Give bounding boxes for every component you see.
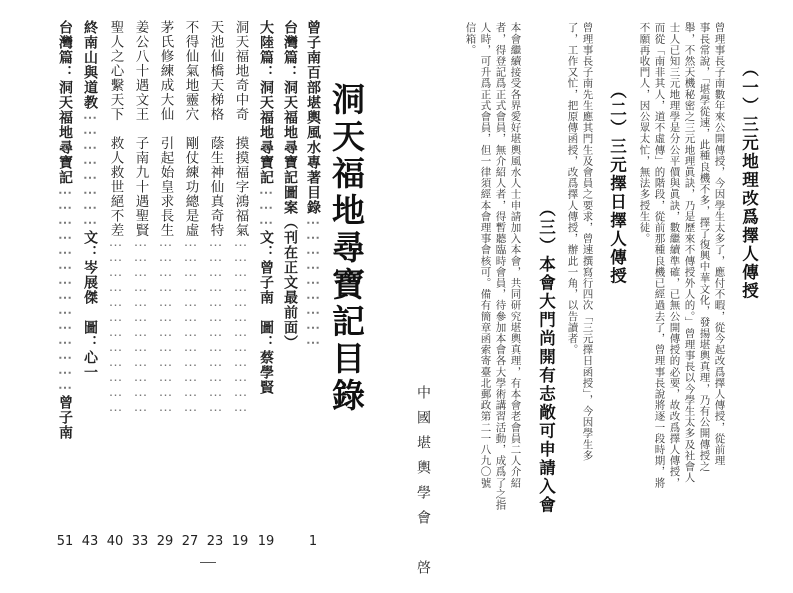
toc-entry-text: 大陸篇：洞天福地尋寶記 bbox=[258, 20, 274, 185]
paragraph-line: 了，工作又忙，把原傳函授，改爲擇人傳授，辦此一角，以告讀者。 bbox=[566, 22, 579, 355]
toc-entry bbox=[183, 20, 197, 418]
toc-entry-author: 曾子南 bbox=[57, 395, 73, 440]
toc-entry bbox=[108, 20, 122, 418]
page-number: 1 bbox=[308, 534, 318, 549]
toc-entry bbox=[133, 20, 147, 418]
toc-entry bbox=[305, 20, 321, 350]
leader: ⋯⋯⋯⋯⋯⋯⋯⋯⋯⋯⋯⋯ bbox=[157, 237, 174, 418]
section-heading: （一）三元地理改爲擇人傳授 bbox=[739, 60, 759, 301]
paragraph-line: 而從「南非其人，道不虛傳」的階段，從前那種良機已經過去了，曾理事長說將逐一段時期，將 bbox=[653, 22, 666, 489]
toc-entry bbox=[259, 20, 273, 395]
toc-entry-text: 聖人之心繫天下 救人救世絕不差 bbox=[107, 20, 124, 238]
toc-title: 洞天福地尋寶記目錄 bbox=[327, 82, 366, 415]
toc-entry bbox=[208, 20, 222, 418]
paragraph-line: 士人已知三元地理學是分公平價與眞訣，數繼續準確，已無公開傳授的必要，故改爲擇人傳授， bbox=[668, 22, 681, 489]
toc-entry-text: 洞天福地奇中奇 摸摸福字鴻福氣 bbox=[232, 20, 249, 238]
page-number: 33 bbox=[131, 534, 149, 549]
toc-entry bbox=[58, 20, 72, 440]
page-number: 40 bbox=[106, 534, 124, 549]
paragraph-line: 不願再收門人，因公眾太忙，無法多授生徒。 bbox=[638, 22, 651, 244]
paragraph-line: 舉，不然天機秘密之三元地理眞訣，乃是歷來不傳授外人的。」曾理事長以今學生太多及社會人 bbox=[683, 22, 696, 483]
toc-entry-text: 台灣篇：洞天福地尋寶記 bbox=[57, 20, 73, 185]
page-number: 29 bbox=[156, 534, 174, 549]
leader: ⋯⋯⋯⋯⋯⋯⋯⋯⋯⋯⋯⋯ bbox=[232, 237, 249, 418]
paragraph-line: 人時，可升爲正式會員，但一律須經本會理事會核可。備有簡章函索寄臺北郵政第二一八九〇號 bbox=[479, 22, 492, 489]
leader: ⋯⋯⋯⋯⋯⋯⋯⋯ bbox=[82, 110, 98, 230]
toc-entry-text: 茅氏修練成大仙 引起始皇求長生 bbox=[157, 20, 174, 238]
section-heading: （三）本會大門尚開有志敞可申請入會 bbox=[536, 200, 556, 515]
paragraph-line: 曾理事長子南先生應其門生及會員之要求，曾速撰寫行四次「三元擇日函授」，今因學生多 bbox=[581, 22, 594, 461]
toc-page bbox=[0, 0, 396, 593]
leader: ⋯⋯⋯ bbox=[258, 185, 274, 230]
toc-entry bbox=[233, 20, 247, 418]
leader: ⋯⋯⋯⋯⋯⋯⋯⋯⋯⋯⋯⋯ bbox=[207, 237, 224, 418]
page-mark bbox=[200, 562, 216, 563]
signature: 中國堪輿學會 啓 bbox=[415, 385, 431, 585]
page-number: 19 bbox=[257, 534, 275, 549]
leader: ⋯⋯⋯⋯⋯⋯⋯⋯⋯⋯⋯⋯ bbox=[107, 237, 124, 418]
page-number: 27 bbox=[181, 534, 199, 549]
paragraph-line: 曾理事長子南數年來公開傳授，今因學生太多了，應付不暇，從今起改爲擇人傳授，從前理 bbox=[713, 22, 726, 466]
toc-entry-text: 台灣篇：洞天福地尋寶記圖案（刊在正文最前面） bbox=[282, 20, 298, 350]
leader: ⋯⋯⋯⋯⋯⋯⋯⋯⋯ bbox=[305, 215, 321, 350]
leader: ⋯⋯⋯⋯⋯⋯⋯⋯⋯⋯⋯⋯ bbox=[182, 237, 199, 418]
toc-entry bbox=[83, 20, 97, 380]
toc-entry bbox=[158, 20, 172, 418]
paragraph-line: 者，得登記爲正式會員，無介紹人者，得暫聽臨時會員，待參加本會各大學術講習活動，成爲了之指 bbox=[494, 22, 507, 511]
paragraph-line: 信箱。 bbox=[464, 22, 477, 56]
toc-entry-author: 文：岑展傑 圖：心一 bbox=[82, 230, 98, 380]
paragraph-line: 本會繼續接受各界愛好堪輿風水人士申請加入本會，共同研究堪輿真理，有本會老會員二人介紹 bbox=[509, 22, 522, 489]
page-number: 19 bbox=[231, 534, 249, 549]
toc-entry-text: 曾子南百部堪輿風水專著目錄 bbox=[305, 20, 321, 215]
paragraph-line: 事長常說，「堪學從速，此種良機不多，擇了復興中華文化，發揚堪輿真理，乃有公開傳授之 bbox=[698, 22, 711, 472]
section-heading: （二）三元擇日擇人傳授 bbox=[607, 82, 627, 286]
toc-entry-author: 文：曾子南 圖：蔡學賢 bbox=[258, 230, 274, 395]
toc-entry-text: 姜公八十遇文王 子南九十遇聖賢 bbox=[132, 20, 149, 238]
page-number: 51 bbox=[56, 534, 74, 549]
leader: ⋯⋯⋯⋯⋯⋯⋯⋯⋯⋯⋯⋯ bbox=[132, 237, 149, 418]
toc-entry bbox=[283, 20, 297, 350]
notice-page bbox=[396, 0, 793, 593]
leader: ⋯⋯⋯⋯⋯⋯⋯⋯⋯⋯⋯⋯⋯⋯ bbox=[57, 185, 73, 395]
page-number: 23 bbox=[206, 534, 224, 549]
toc-entry-text: 天池仙橋天梯格 蔭生神仙真奇特 bbox=[207, 20, 224, 238]
toc-entry-text: 不得仙氣地靈穴 剛仗練功總是虛 bbox=[182, 20, 199, 238]
toc-entry-text: 終南山與道教 bbox=[82, 20, 98, 110]
page-number: 43 bbox=[81, 534, 99, 549]
